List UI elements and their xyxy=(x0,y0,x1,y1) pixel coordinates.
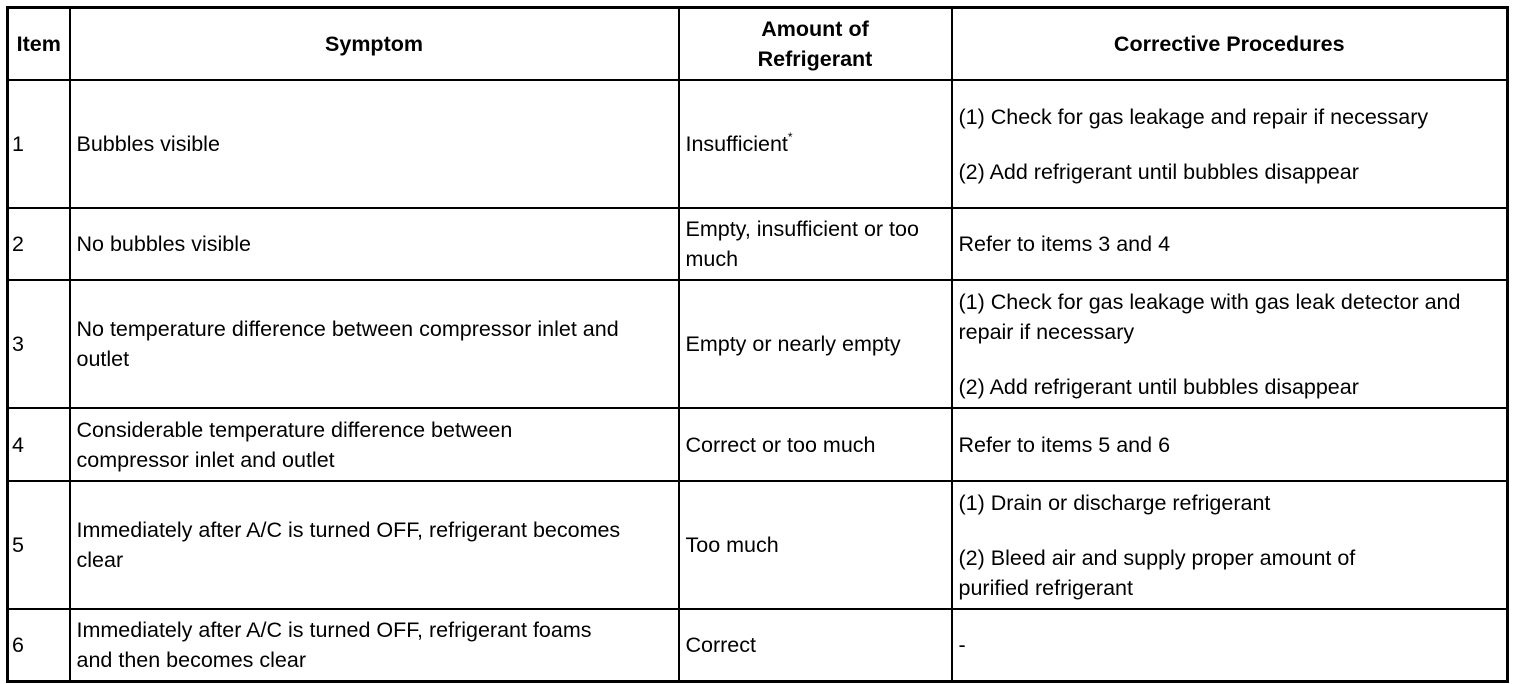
amount-text: Empty or nearly empty xyxy=(685,332,901,356)
procedure-step: Refer to items 3 and 4 xyxy=(958,232,1171,256)
amount-cell xyxy=(679,481,952,609)
symptom-cell xyxy=(70,408,679,481)
procedure-step: Refer to items 5 and 6 xyxy=(958,432,1171,457)
corrective-cell xyxy=(952,609,1508,682)
item-number: 4 xyxy=(8,408,70,481)
amount-cell xyxy=(679,208,952,280)
symptom-cell: No temperature difference between compressor inlet and outlet xyxy=(70,280,679,408)
refrigerant-symptom-table xyxy=(6,6,1509,683)
symptom-cell: Bubbles visible xyxy=(70,80,679,208)
procedure-step: (1) Check for gas leakage and repair if necessary xyxy=(958,104,1429,129)
header-item: Item xyxy=(8,8,70,81)
amount-text: Correct xyxy=(685,633,756,657)
amount-cell xyxy=(679,80,952,208)
amount-text: Too much xyxy=(685,533,779,557)
procedure-step: (1) Check for gas leakage with gas leak detector and repair if necessary xyxy=(958,289,1461,344)
item-number: 1 xyxy=(8,80,70,208)
table-row xyxy=(8,481,1508,609)
item-number: 2 xyxy=(8,208,70,280)
procedure-step: (1) Drain or discharge refrigerant xyxy=(958,490,1271,515)
procedure-step: - xyxy=(958,633,966,657)
item-number: 5 xyxy=(8,481,70,609)
procedure-step: (2) Add refrigerant until bubbles disappear xyxy=(958,374,1359,399)
corrective-cell xyxy=(952,408,1508,481)
table-row xyxy=(8,80,1508,208)
item-number: 3 xyxy=(8,280,70,408)
table-row xyxy=(8,280,1508,408)
item-number: 6 xyxy=(8,609,70,682)
symptom-cell xyxy=(70,481,679,609)
amount-cell xyxy=(679,280,952,408)
amount-text: Insufficient xyxy=(685,132,788,156)
amount-cell xyxy=(679,408,952,481)
header-amount-label: Amount of Refrigerant xyxy=(757,17,873,71)
table-row xyxy=(8,208,1508,280)
symptom-text: Considerable temperature difference between compressor inlet and outlet xyxy=(76,417,513,472)
header-amount-of-refrigerant xyxy=(679,8,952,81)
header-corrective-procedures: Corrective Procedures xyxy=(952,8,1508,81)
table-row xyxy=(8,609,1508,682)
corrective-cell xyxy=(952,80,1508,208)
corrective-cell xyxy=(952,280,1508,408)
table-row xyxy=(8,408,1508,481)
procedure-step: (2) Add refrigerant until bubbles disappear xyxy=(958,159,1359,184)
corrective-cell xyxy=(952,208,1508,280)
corrective-cell xyxy=(952,481,1508,609)
amount-text: Correct or too much xyxy=(685,432,876,457)
symptom-text: Immediately after A/C is turned OFF, refrigerant becomes clear xyxy=(76,518,621,572)
procedure-step: (2) Bleed air and supply proper amount of purified refrigerant xyxy=(958,545,1356,600)
footnote-asterisk: * xyxy=(787,130,793,144)
symptom-text: Immediately after A/C is turned OFF, refrigerant foams and then becomes clear xyxy=(76,618,592,672)
header-row xyxy=(8,8,1508,81)
symptom-cell: No bubbles visible xyxy=(70,208,679,280)
amount-cell xyxy=(679,609,952,682)
header-symptom: Symptom xyxy=(70,8,679,81)
symptom-cell xyxy=(70,609,679,682)
amount-text: Empty, insufficient or too much xyxy=(685,217,919,271)
